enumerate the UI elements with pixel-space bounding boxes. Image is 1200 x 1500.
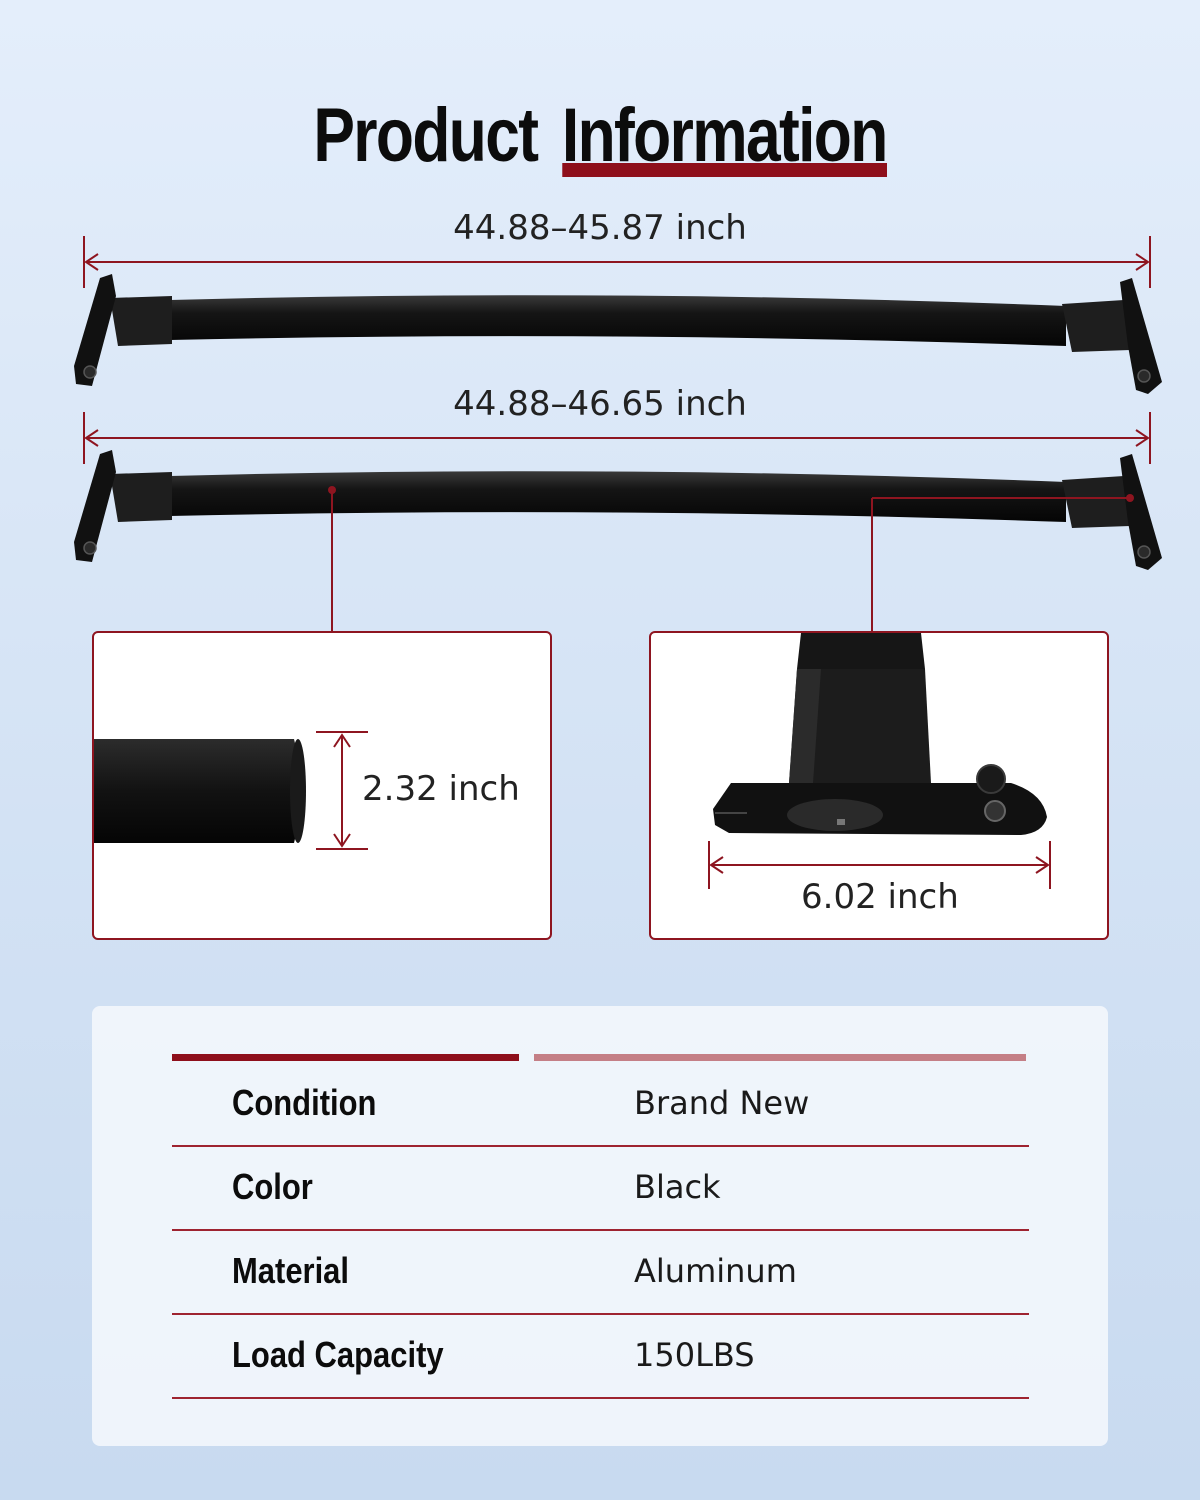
spec-label: Condition — [232, 1082, 377, 1123]
spec-row-color — [172, 1145, 1029, 1231]
table-header-bar-dark — [172, 1054, 519, 1061]
title-word-information: Information — [561, 93, 887, 178]
tube-detail-callout — [92, 631, 552, 940]
tube-height-label: 2.32 inch — [362, 769, 520, 809]
spec-table — [92, 1006, 1108, 1446]
spec-row-material — [172, 1229, 1029, 1315]
crossbar-2 — [74, 450, 1162, 570]
crossbar-1 — [74, 274, 1162, 394]
bar1-length-label: 44.88–45.87 inch — [453, 208, 747, 248]
table-header-bar-light — [534, 1054, 1026, 1061]
title-word-product: Product — [313, 93, 538, 178]
spec-value: 150LBS — [634, 1336, 755, 1374]
bar1-dimension-line — [84, 236, 1150, 288]
spec-value: Aluminum — [634, 1252, 797, 1290]
bar2-length-label: 44.88–46.65 inch — [453, 384, 747, 424]
bar2-dimension-line — [84, 412, 1150, 464]
spec-value: Black — [634, 1168, 721, 1206]
spec-label: Material — [232, 1250, 350, 1291]
spec-row-load-capacity — [172, 1313, 1029, 1399]
spec-label: Load Capacity — [232, 1334, 444, 1375]
spec-row-condition — [172, 1061, 1029, 1147]
spec-label: Color — [232, 1166, 313, 1207]
crossbars-illustration — [0, 0, 1200, 640]
spec-value: Brand New — [634, 1084, 810, 1122]
foot-length-label: 6.02 inch — [801, 877, 959, 917]
foot-detail-callout — [649, 631, 1109, 940]
